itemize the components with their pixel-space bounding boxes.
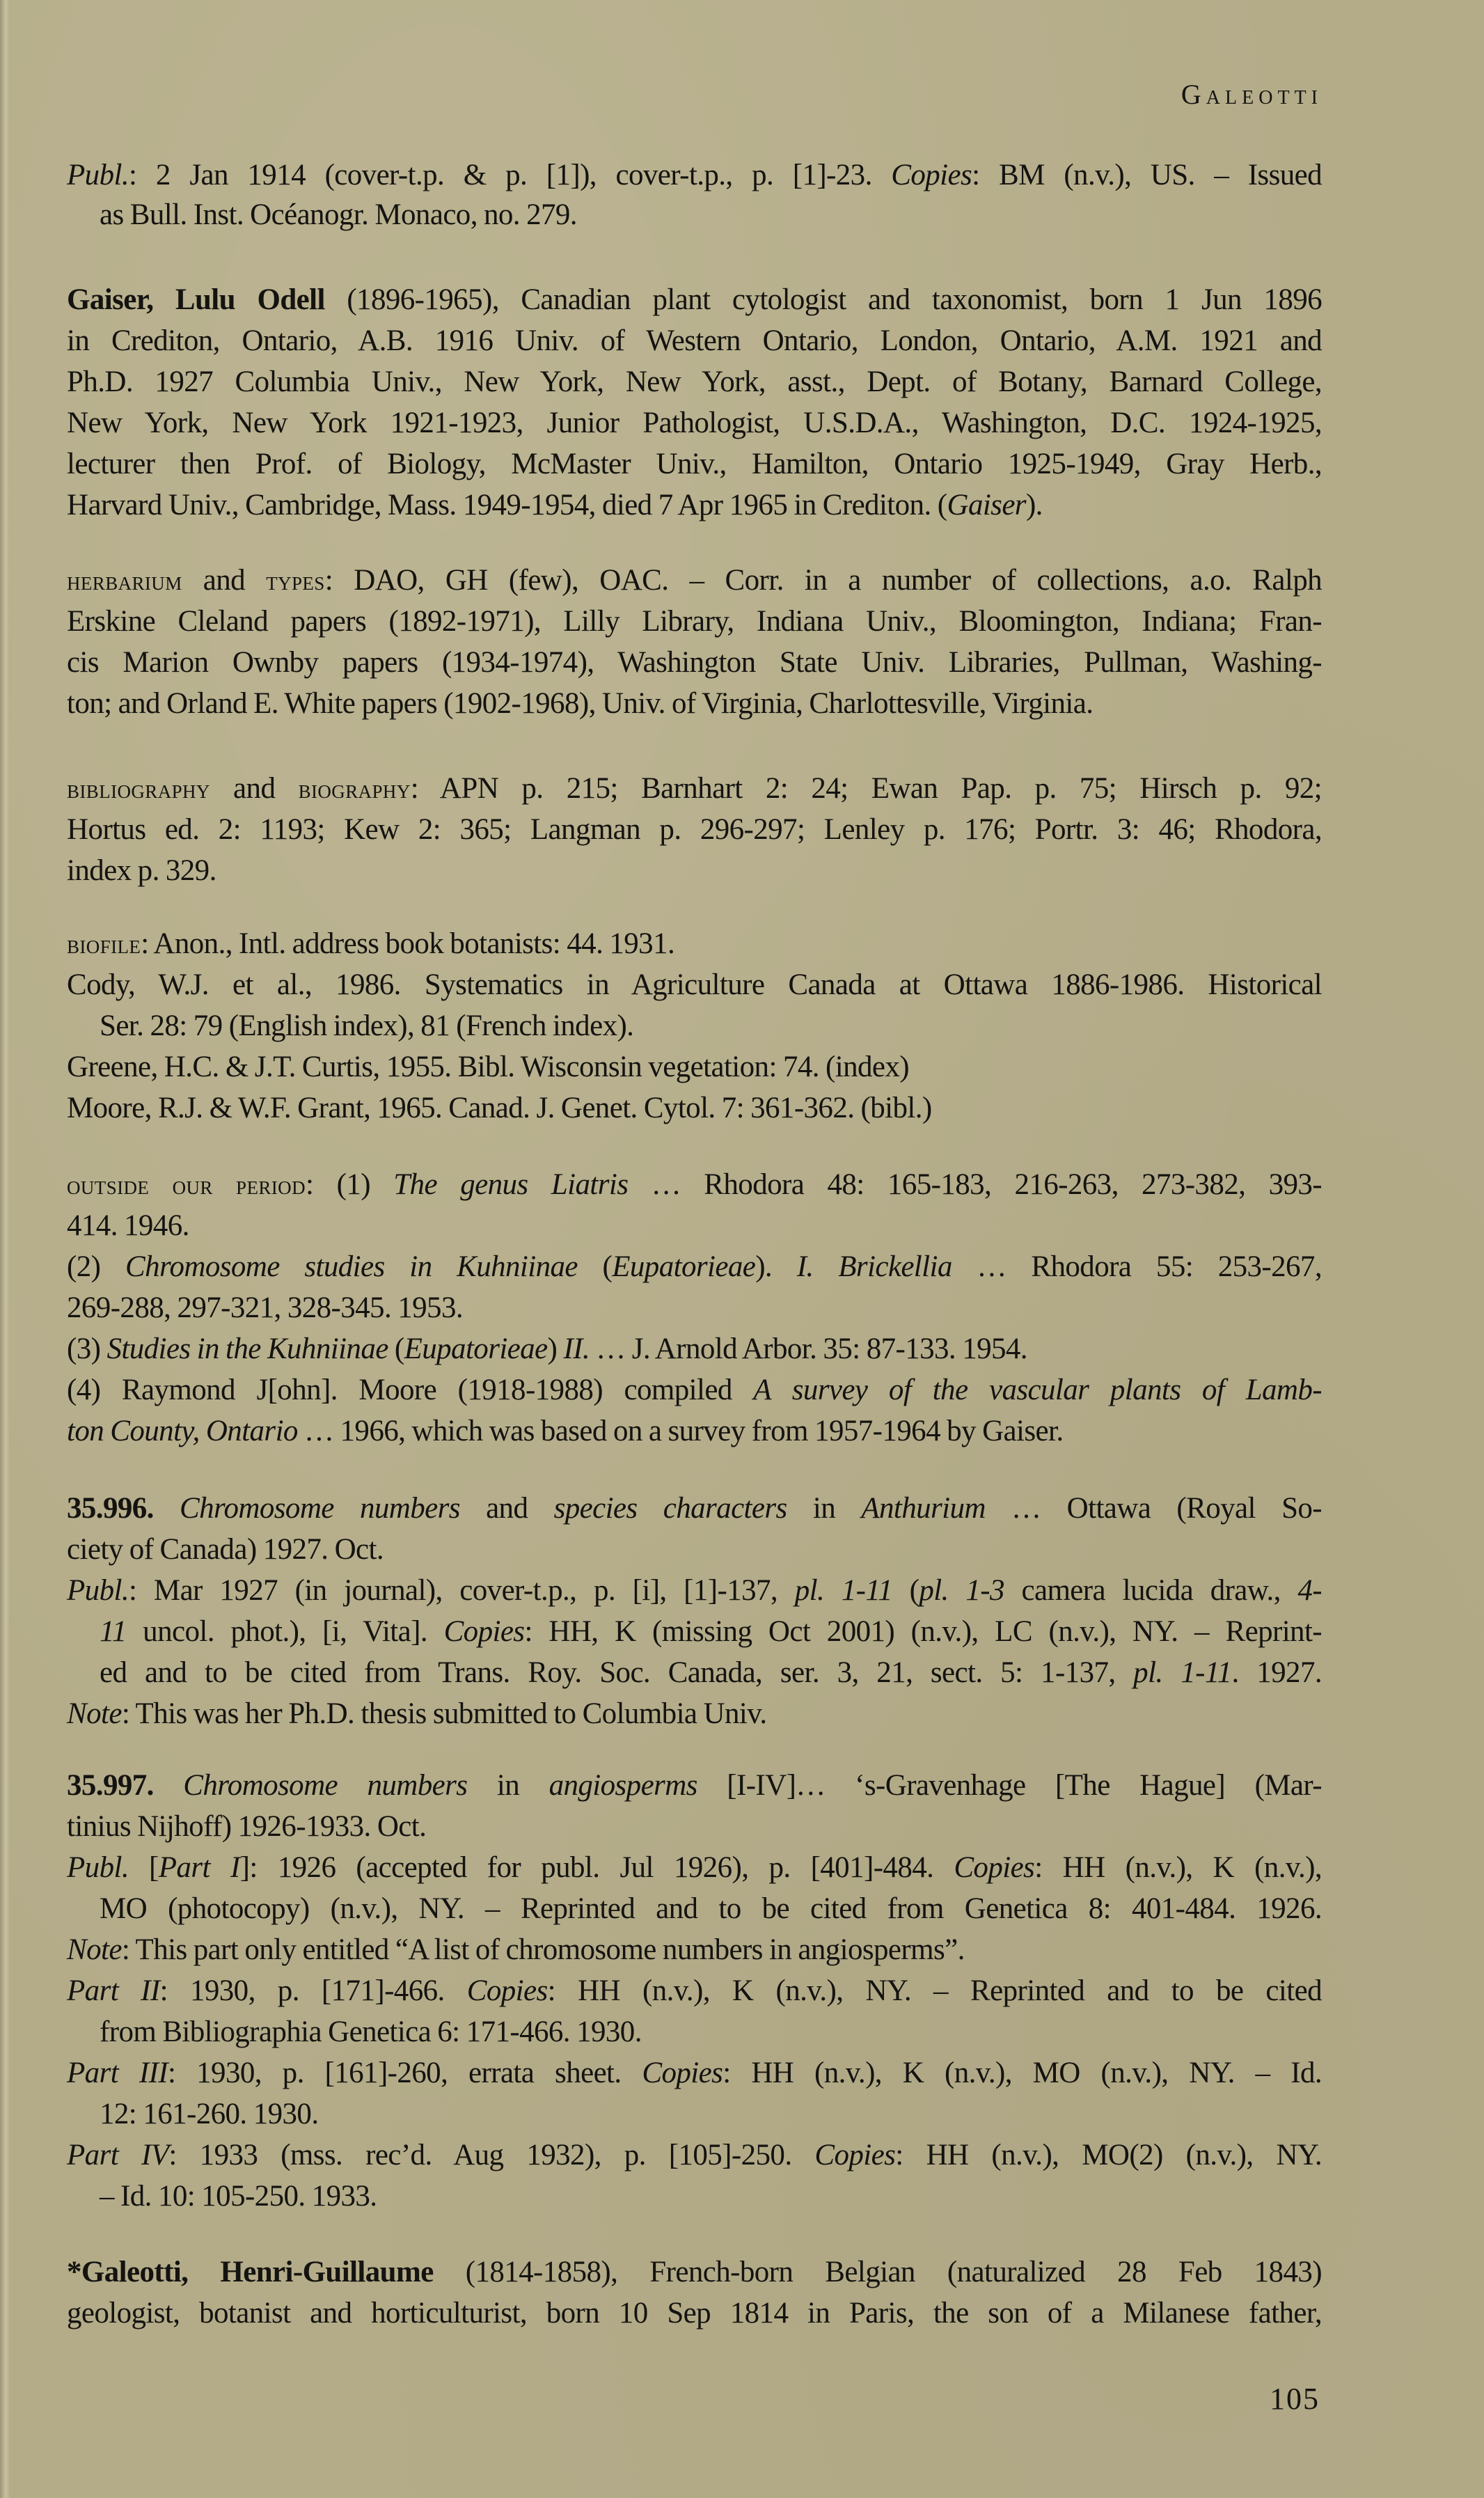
text-run: camera lucida draw.,	[1004, 1574, 1298, 1607]
text-run: Erskine Cleland papers (1892-1971), Lilly Library, Indiana Univ., Bloomington, Indiana; Fran-	[67, 605, 1322, 638]
text-run: Ser. 28: 79 (English index), 81 (French index).	[100, 1010, 634, 1042]
text-run: : 1930, p. [161]-260, errata sheet.	[168, 2057, 642, 2089]
text-run: cis Marion Ownby papers (1934-1974), Washington State Univ. Libraries, Pullman, Washing-	[67, 646, 1322, 679]
text-line-gaiser-bio	[67, 323, 1322, 359]
text-line-herbarium	[67, 563, 1322, 599]
text-line-entry-35997	[67, 1768, 1322, 1804]
text-run: New York, New York 1921-1923, Junior Pathologist, U.S.D.A., Washington, D.C. 1924-1925,	[67, 407, 1322, 439]
italic-text: ton County, Ontario	[67, 1415, 298, 1447]
italic-text: Part IV	[67, 2139, 169, 2171]
text-run: index p. 329.	[67, 854, 216, 887]
text-run: … Rhodora 55: 253-267,	[952, 1250, 1322, 1283]
text-run: [	[128, 1851, 159, 1884]
text-run: : 1930, p. [171]-466.	[159, 1974, 467, 2007]
text-run: : 1933 (mss. rec’d. Aug 1932), p. [105]-250.	[168, 2139, 815, 2171]
italic-text: The genus Liatris	[393, 1168, 629, 1201]
italic-text: Anthurium	[861, 1492, 986, 1525]
running-head: Galeotti	[1181, 79, 1323, 110]
text-line-entry-35996	[100, 1614, 1322, 1650]
text-run: : HH (n.v.), MO(2) (n.v.), NY.	[895, 2139, 1322, 2171]
bold-heading: 35.997.	[67, 1769, 154, 1802]
text-run: in	[787, 1492, 862, 1525]
text-line-galeotti-bio	[67, 2295, 1322, 2332]
bold-heading: 35.996.	[67, 1492, 154, 1525]
text-run: lecturer then Prof. of Biology, McMaster Univ., Hamilton, Ontario 1925-1949, Gray Herb.,	[67, 448, 1322, 480]
italic-text: Copies	[443, 1615, 525, 1648]
text-line-outside-period	[67, 1249, 1322, 1285]
text-run: : Mar 1927 (in journal), cover-t.p., p. [i], [1]-137,	[128, 1574, 795, 1607]
italic-text: I. Brickellia	[796, 1250, 952, 1283]
text-run: ed and to be cited from Trans. Roy. Soc. Canada, ser. 3, 21, sect. 5: 1-137,	[100, 1656, 1134, 1689]
text-line-entry-35997	[100, 2178, 1322, 2215]
text-line-entry-35997	[67, 1809, 1322, 1845]
text-line-entry-35997	[100, 2096, 1322, 2132]
text-run: Moore, R.J. & W.F. Grant, 1965. Canad. J. Genet. Cytol. 7: 361-362. (bibl.)	[67, 1092, 932, 1124]
text-run: : HH, K (missing Oct 2001) (n.v.), LC (n.v.), NY. – Reprint-	[524, 1615, 1323, 1648]
text-run: : HH (n.v.), K (n.v.), MO (n.v.), NY. – Id.	[723, 2057, 1323, 2089]
text-line-prev-publ	[67, 157, 1322, 194]
italic-text: Copies	[954, 1851, 1035, 1884]
text-run: ciety of Canada) 1927. Oct.	[67, 1533, 384, 1566]
text-line-bibliography	[67, 771, 1322, 807]
text-run: (	[577, 1250, 613, 1283]
italic-text: Eupatorieae	[404, 1333, 548, 1365]
text-run: 269-288, 297-321, 328-345. 1953.	[67, 1291, 464, 1324]
text-line-herbarium	[67, 645, 1322, 681]
text-run: : This part only entitled “A list of chromosome numbers in angiosperms”.	[121, 1933, 965, 1966]
text-run: )	[547, 1333, 564, 1365]
text-run: : (1)	[305, 1168, 394, 1201]
text-line-outside-period	[67, 1372, 1322, 1408]
text-run: Greene, H.C. & J.T. Curtis, 1955. Bibl. Wisconsin vegetation: 74. (index)	[67, 1051, 910, 1083]
italic-text: Eupatorieae	[612, 1250, 756, 1283]
text-run: from Bibliographia Genetica 6: 171-466. 1930.	[100, 2016, 642, 2048]
italic-text: Studies in the Kuhniinae	[106, 1333, 388, 1365]
bold-heading: Gaiser, Lulu Odell	[67, 283, 325, 316]
text-run: (1814-1858), French-born Belgian (naturalized 28 Feb 1843)	[433, 2256, 1322, 2288]
text-line-biofile	[67, 1049, 1322, 1085]
text-run: … 1966, which was based on a survey from 1957-1964 by Gaiser.	[297, 1415, 1064, 1447]
text-line-entry-35997	[67, 1932, 1322, 1968]
italic-text: Copies	[466, 1974, 548, 2007]
text-line-entry-35997	[67, 2137, 1322, 2174]
text-run: : HH (n.v.), K (n.v.), NY. – Reprinted and to be cited	[547, 1974, 1322, 2007]
text-run: 12: 161-260. 1930.	[100, 2098, 319, 2130]
text-run: : DAO, GH (few), OAC. – Corr. in a number of collections, a.o. Ralph	[324, 564, 1322, 597]
italic-text: Copies	[642, 2057, 723, 2089]
italic-text: Note	[67, 1697, 122, 1730]
text-run	[154, 1769, 183, 1802]
text-line-outside-period	[67, 1167, 1322, 1203]
text-run: ]: 1926 (accepted for publ. Jul 1926), p. [401]-484.	[239, 1851, 954, 1884]
text-line-entry-35997	[100, 1891, 1322, 1927]
italic-text: pl. 1-11	[1133, 1656, 1232, 1689]
italic-text: Copies	[814, 2139, 896, 2171]
text-run: 414. 1946.	[67, 1209, 189, 1242]
text-run: : 2 Jan 1914 (cover-t.p. & p. [1]), cover-t.p., p. [1]-23.	[128, 159, 892, 191]
text-run: … Ottawa (Royal So-	[985, 1492, 1323, 1525]
text-line-entry-35997	[67, 1973, 1322, 2009]
text-line-herbarium	[67, 604, 1322, 640]
italic-text: Chromosome numbers	[180, 1492, 460, 1525]
text-run: as Bull. Inst. Océanogr. Monaco, no. 279.	[100, 198, 577, 231]
text-line-biofile	[67, 1090, 1322, 1126]
text-run: (1896-1965), Canadian plant cytologist and taxonomist, born 1 Jun 1896	[324, 283, 1322, 316]
text-line-herbarium	[67, 686, 1322, 722]
text-run: in	[467, 1769, 549, 1802]
text-run: Cody, W.J. et al., 1986. Systematics in Agriculture Canada at Ottawa 1886-1986. Historical	[67, 968, 1322, 1001]
text-line-bibliography	[67, 812, 1322, 848]
text-line-gaiser-bio	[67, 446, 1322, 482]
text-line-galeotti-bio	[67, 2254, 1322, 2291]
italic-text: Gaiser	[947, 489, 1026, 521]
text-run: : APN p. 215; Barnhart 2: 24; Ewan Pap. p. 75; Hirsch p. 92;	[410, 772, 1322, 805]
italic-text: angiosperms	[548, 1769, 697, 1802]
text-line-prev-publ	[100, 197, 1322, 233]
italic-text: pl. 1-11	[794, 1574, 892, 1607]
text-run: MO (photocopy) (n.v.), NY. – Reprinted and to be cited from Genetica 8: 401-484. 1926.	[100, 1892, 1322, 1925]
italic-text: II.	[563, 1333, 590, 1365]
text-line-entry-35996	[67, 1532, 1322, 1568]
text-line-entry-35996	[100, 1655, 1322, 1691]
text-run: ton; and Orland E. White papers (1902-1968), Univ. of Virginia, Charlottesville, Virginia.	[67, 687, 1094, 720]
text-line-biofile	[67, 926, 1322, 962]
text-run	[154, 1492, 180, 1525]
text-run: (2)	[67, 1250, 125, 1283]
text-run: tinius Nijhoff) 1926-1933. Oct.	[67, 1810, 427, 1843]
italic-text: Chromosome numbers	[183, 1769, 468, 1802]
italic-text: Part III	[67, 2057, 168, 2089]
italic-text: Note	[67, 1933, 122, 1966]
page-edge	[0, 0, 10, 2498]
text-run: Hortus ed. 2: 1193; Kew 2: 365; Langman p. 296-297; Lenley p. 176; Portr. 3: 46; Rhodora,	[67, 813, 1322, 846]
italic-text: Publ.	[67, 1851, 129, 1884]
italic-text: A survey of the vascular plants of Lamb-	[753, 1374, 1322, 1406]
small-caps-label: types	[266, 566, 325, 596]
text-line-biofile	[67, 967, 1322, 1003]
text-line-outside-period	[67, 1290, 1322, 1326]
text-run: in Crediton, Ontario, A.B. 1916 Univ. of Western Ontario, London, Ontario, A.M. 1921 and	[67, 324, 1322, 357]
text-line-biofile	[100, 1008, 1322, 1044]
text-run: and	[182, 564, 267, 597]
small-caps-label: bibliography	[67, 774, 210, 804]
text-run: … Rhodora 48: 165-183, 216-263, 273-382, 393-	[628, 1168, 1322, 1201]
page-number: 105	[1270, 2382, 1320, 2416]
text-run: ).	[1025, 489, 1043, 521]
italic-text: Publ.	[67, 1574, 129, 1607]
text-run: (3)	[67, 1333, 107, 1365]
text-line-entry-35996	[67, 1573, 1322, 1609]
italic-text: 11	[100, 1615, 127, 1648]
italic-text: Part I	[158, 1851, 240, 1884]
text-line-entry-35997	[67, 1850, 1322, 1886]
text-run: (4) Raymond J[ohn]. Moore (1918-1988) compiled	[67, 1374, 754, 1406]
small-caps-label: outside our period	[67, 1170, 306, 1200]
text-run: : This was her Ph.D. thesis submitted to Columbia Univ.	[121, 1697, 767, 1730]
italic-text: Part II	[67, 1974, 160, 2007]
text-run: Ph.D. 1927 Columbia Univ., New York, New York, asst., Dept. of Botany, Barnard College,	[67, 366, 1322, 398]
small-caps-label: biofile	[67, 929, 141, 959]
text-run: and	[210, 772, 299, 805]
text-run: Harvard Univ., Cambridge, Mass. 1949-1954, died 7 Apr 1965 in Crediton. (	[67, 489, 947, 521]
text-line-outside-period	[67, 1413, 1322, 1450]
text-run: [I-IV]… ‘s-Gravenhage [The Hague] (Mar-	[697, 1769, 1322, 1802]
small-caps-label: herbarium	[67, 566, 182, 596]
text-line-outside-period	[67, 1331, 1322, 1367]
small-caps-label: biography	[298, 774, 411, 804]
text-run: – Id. 10: 105-250. 1933.	[100, 2180, 377, 2213]
text-line-outside-period	[67, 1208, 1322, 1244]
text-line-gaiser-bio	[67, 405, 1322, 441]
italic-text: pl. 1-3	[919, 1574, 1004, 1607]
text-line-entry-35996	[67, 1491, 1322, 1527]
italic-text: 4-	[1297, 1574, 1323, 1607]
text-run: (	[388, 1333, 404, 1365]
text-run: and	[459, 1492, 554, 1525]
text-run: geologist, botanist and horticulturist, born 10 Sep 1814 in Paris, the son of a Milanese father,	[67, 2297, 1322, 2330]
text-line-gaiser-bio	[67, 487, 1322, 524]
text-run: : BM (n.v.), US. – Issued	[972, 159, 1322, 191]
text-line-bibliography	[67, 853, 1322, 889]
text-line-entry-35997	[100, 2014, 1322, 2050]
text-run: (	[892, 1574, 919, 1607]
text-line-gaiser-bio	[67, 282, 1322, 318]
italic-text: Chromosome studies in Kuhniinae	[125, 1250, 578, 1283]
text-run: : HH (n.v.), K (n.v.),	[1034, 1851, 1322, 1884]
text-run: uncol. phot.), [i, Vita].	[126, 1615, 444, 1648]
italic-text: Copies	[891, 159, 972, 191]
text-run: . 1927.	[1231, 1656, 1322, 1689]
italic-text: species characters	[553, 1492, 787, 1525]
text-line-gaiser-bio	[67, 364, 1322, 400]
text-run: … J. Arnold Arbor. 35: 87-133. 1954.	[590, 1333, 1027, 1365]
bold-heading: *Galeotti, Henri-Guillaume	[67, 2256, 434, 2288]
text-run: ).	[755, 1250, 797, 1283]
text-run: : Anon., Intl. address book botanists: 44. 1931.	[141, 927, 675, 960]
text-line-entry-35996	[67, 1696, 1322, 1732]
text-line-entry-35997	[67, 2055, 1322, 2091]
italic-text: Publ.	[67, 159, 129, 191]
